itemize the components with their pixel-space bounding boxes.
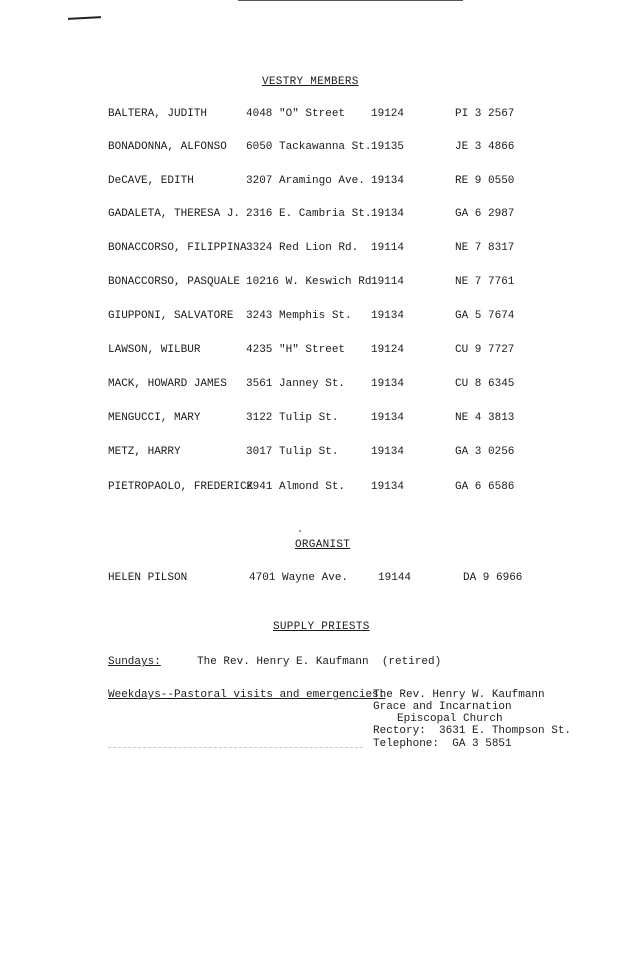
member-zip: 19134 <box>371 175 405 187</box>
corner-pen-mark <box>68 16 101 20</box>
member-address: 2941 Almond St. <box>246 481 346 493</box>
member-zip: 19134 <box>371 208 405 220</box>
sundays-label: Sundays: <box>108 656 161 668</box>
member-zip: 19134 <box>371 481 405 493</box>
member-address: 2316 E. Cambria St. <box>246 208 372 220</box>
weekdays-telephone-line: Telephone: GA 3 5851 <box>373 738 512 750</box>
member-zip: 19124 <box>371 344 405 356</box>
weekdays-church-line: Episcopal Church <box>397 713 503 725</box>
organist-address: 4701 Wayne Ave. <box>249 572 349 584</box>
member-phone: NE 7 8317 <box>455 242 515 254</box>
member-zip: 19114 <box>371 242 405 254</box>
member-phone: GA 6 2987 <box>455 208 515 220</box>
member-phone: CU 8 6345 <box>455 378 515 390</box>
weekdays-priest-name: The Rev. Henry W. Kaufmann <box>373 689 545 701</box>
member-name: LAWSON, WILBUR <box>108 344 201 356</box>
member-phone: NE 4 3813 <box>455 412 515 424</box>
vestry-row <box>0 344 625 360</box>
member-phone: JE 3 4866 <box>455 141 515 153</box>
member-address: 3122 Tulip St. <box>246 412 339 424</box>
member-address: 3324 Red Lion Rd. <box>246 242 359 254</box>
weekdays-rectory-line: Rectory: 3631 E. Thompson St. <box>373 725 572 737</box>
member-address: 4235 "H" Street <box>246 344 346 356</box>
member-address: 3207 Aramingo Ave. <box>246 175 365 187</box>
vestry-row <box>0 175 625 191</box>
member-zip: 19114 <box>371 276 405 288</box>
member-name: MACK, HOWARD JAMES <box>108 378 227 390</box>
vestry-row <box>0 242 625 258</box>
member-zip: 19124 <box>371 108 405 120</box>
vestry-row <box>0 378 625 394</box>
member-phone: PI 3 2567 <box>455 108 515 120</box>
member-address: 10216 W. Keswich Rd. <box>246 276 379 288</box>
member-phone: RE 9 0550 <box>455 175 515 187</box>
sundays-priest: The Rev. Henry E. Kaufmann (retired) <box>197 656 442 668</box>
vestry-row <box>0 108 625 124</box>
member-name: METZ, HARRY <box>108 446 181 458</box>
member-phone: CU 9 7727 <box>455 344 515 356</box>
member-zip: 19134 <box>371 446 405 458</box>
member-name: PIETROPAOLO, FREDERICK <box>108 481 254 493</box>
member-address: 3017 Tulip St. <box>246 446 339 458</box>
organist-row <box>0 572 625 588</box>
member-name: BONACCORSO, FILIPPINA <box>108 242 247 254</box>
member-zip: 19135 <box>371 141 405 153</box>
member-address: 6050 Tackawanna St. <box>246 141 372 153</box>
vestry-row <box>0 481 625 497</box>
vestry-row <box>0 412 625 428</box>
member-name: BALTERA, JUDITH <box>108 108 208 120</box>
organist-phone: DA 9 6966 <box>463 572 523 584</box>
vestry-heading: VESTRY MEMBERS <box>262 76 359 88</box>
organist-heading: ORGANIST <box>295 539 351 551</box>
vestry-row <box>0 446 625 462</box>
member-name: GADALETA, THERESA J. <box>108 208 241 220</box>
member-address: 4048 "O" Street <box>246 108 346 120</box>
organist-name: HELEN PILSON <box>108 572 188 584</box>
member-name: GIUPPONI, SALVATORE <box>108 310 234 322</box>
member-phone: GA 3 0256 <box>455 446 515 458</box>
paper-speck <box>299 530 301 532</box>
supply-priests-heading: SUPPLY PRIESTS <box>273 621 370 633</box>
vestry-row <box>0 276 625 292</box>
member-phone: GA 5 7674 <box>455 310 515 322</box>
faint-rule <box>108 747 363 748</box>
member-name: BONADONNA, ALFONSO <box>108 141 227 153</box>
member-name: BONACCORSO, PASQUALE <box>108 276 241 288</box>
organist-zip: 19144 <box>378 572 412 584</box>
member-zip: 19134 <box>371 412 405 424</box>
top-edge-rule <box>238 0 463 1</box>
member-zip: 19134 <box>371 310 405 322</box>
vestry-row <box>0 141 625 157</box>
member-name: MENGUCCI, MARY <box>108 412 201 424</box>
member-zip: 19134 <box>371 378 405 390</box>
member-name: DeCAVE, EDITH <box>108 175 194 187</box>
member-address: 3243 Memphis St. <box>246 310 352 322</box>
weekdays-label: Weekdays--Pastoral visits and emergencies: <box>108 689 386 701</box>
member-phone: GA 6 6586 <box>455 481 515 493</box>
member-address: 3561 Janney St. <box>246 378 346 390</box>
vestry-row <box>0 208 625 224</box>
vestry-row <box>0 310 625 326</box>
weekdays-parish-line: Grace and Incarnation <box>373 701 512 713</box>
member-phone: NE 7 7761 <box>455 276 515 288</box>
